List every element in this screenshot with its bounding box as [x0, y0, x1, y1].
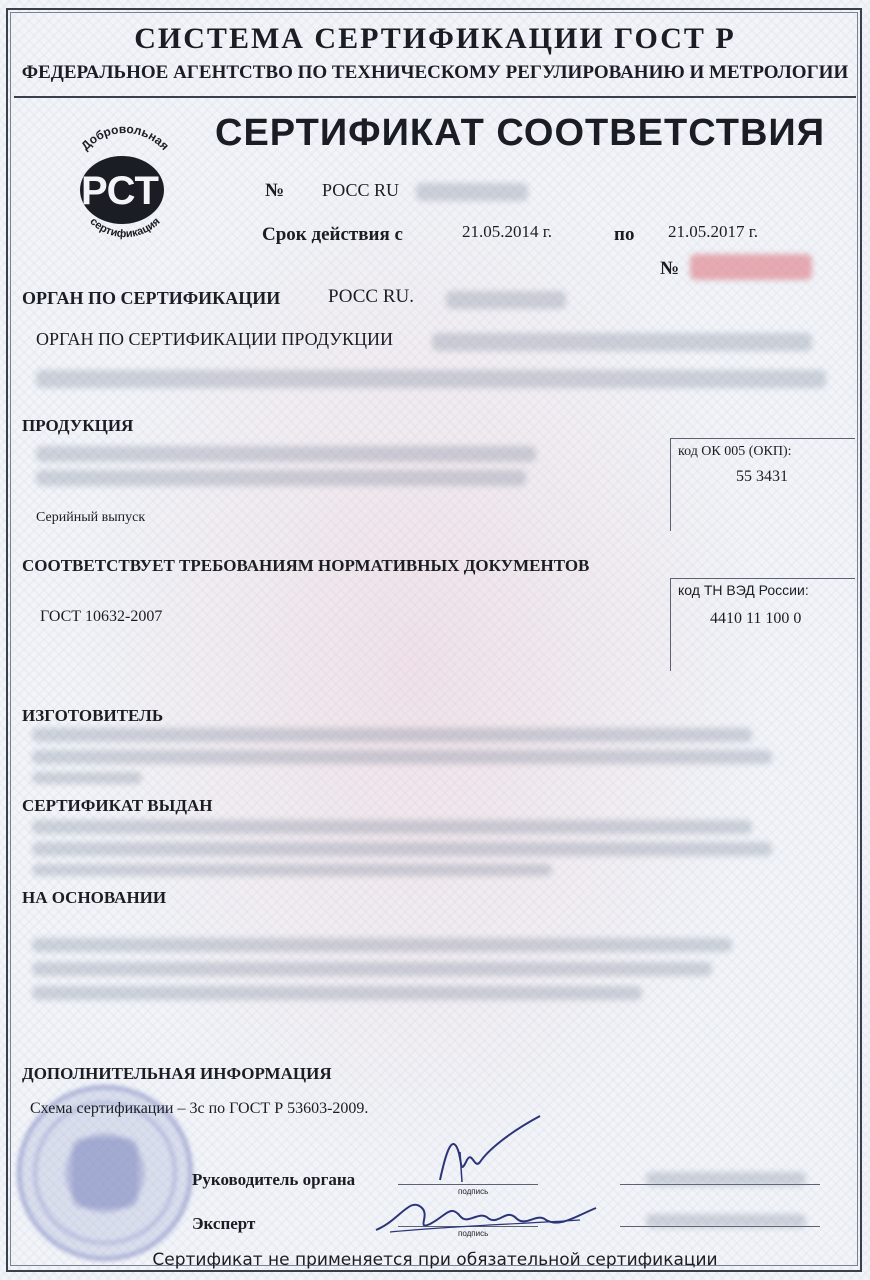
certificate-title: СЕРТИФИКАТ СООТВЕТСТВИЯ: [215, 112, 826, 154]
redacted-manufacturer-line-1: [32, 728, 752, 742]
redacted-product-body-address: [36, 370, 826, 388]
number-label: №: [265, 180, 285, 201]
redacted-cert-body-id: [446, 291, 566, 309]
okp-label: код ОК 005 (ОКП):: [678, 444, 792, 459]
okp-value: 55 3431: [736, 468, 788, 485]
standard-document: ГОСТ 10632-2007: [40, 608, 163, 625]
certification-scheme: Схема сертификации – 3с по ГОСТ Р 53603-2009.: [30, 1100, 369, 1117]
expert-label: Эксперт: [192, 1214, 256, 1233]
tnved-label: код ТН ВЭД России:: [678, 582, 809, 598]
logo-bottom-text: сертификация: [87, 215, 163, 241]
head-signature-caption: подпись: [458, 1187, 489, 1196]
redacted-head-name: [646, 1172, 806, 1186]
cert-body-value: РОСС RU.: [328, 286, 414, 307]
expert-signature-caption: подпись: [458, 1229, 489, 1238]
expert-signature: [370, 1190, 600, 1238]
valid-to-label: по: [614, 224, 635, 245]
redacted-number: [416, 183, 528, 201]
svg-text:Добровольная: [78, 122, 172, 153]
redacted-product-line-2: [36, 470, 526, 486]
redacted-basis-line-2: [32, 962, 712, 976]
rst-logo-icon: [60, 118, 190, 248]
head-signature: [400, 1112, 550, 1192]
redacted-expert-name: [646, 1214, 806, 1228]
logo-mark: РСТ: [80, 169, 160, 213]
redacted-basis-line-1: [32, 938, 732, 952]
redacted-serial-number: [690, 254, 812, 280]
redacted-issued-line-1: [32, 820, 752, 834]
redacted-manufacturer-line-3: [32, 772, 142, 784]
tnved-value: 4410 11 100 0: [710, 610, 802, 627]
additional-info-label: ДОПОЛНИТЕЛЬНАЯ ИНФОРМАЦИЯ: [22, 1064, 332, 1083]
logo-top-text: Добровольная: [78, 121, 172, 154]
manufacturer-label: ИЗГОТОВИТЕЛЬ: [22, 706, 164, 725]
redacted-manufacturer-line-2: [32, 750, 772, 764]
redacted-issued-line-3: [32, 864, 552, 876]
issued-to-label: СЕРТИФИКАТ ВЫДАН: [22, 796, 213, 815]
agency-name: ФЕДЕРАЛЬНОЕ АГЕНТСТВО ПО ТЕХНИЧЕСКОМУ РЕГУЛИРОВАНИЮ И МЕТРОЛОГИИ: [21, 62, 849, 83]
head-of-body-label: Руководитель органа: [192, 1170, 356, 1189]
conformity-label: СООТВЕТСТВУЕТ ТРЕБОВАНИЯМ НОРМАТИВНЫХ ДОКУМЕНТОВ: [22, 556, 590, 575]
header-divider: [14, 96, 856, 98]
redacted-product-line-1: [36, 446, 536, 462]
redacted-issued-line-2: [32, 842, 772, 856]
redacted-basis-line-3: [32, 986, 642, 1000]
product-label: ПРОДУКЦИЯ: [22, 416, 134, 435]
system-title: СИСТЕМА СЕРТИФИКАЦИИ ГОСТ Р: [134, 22, 736, 55]
cert-body-label: ОРГАН ПО СЕРТИФИКАЦИИ: [22, 288, 281, 308]
valid-from: 21.05.2014 г.: [462, 222, 553, 241]
basis-label: НА ОСНОВАНИИ: [22, 888, 167, 907]
validity-label: Срок действия с: [262, 224, 403, 245]
footer-note: Сертификат не применяется при обязательной сертификации: [152, 1250, 718, 1270]
redacted-product-body-name: [432, 333, 812, 351]
product-body-label: ОРГАН ПО СЕРТИФИКАЦИИ ПРОДУКЦИИ: [36, 329, 393, 349]
certificate-number-prefix: РОСС RU: [322, 180, 399, 200]
valid-to: 21.05.2017 г.: [668, 222, 759, 241]
serial-number-label: №: [660, 258, 680, 279]
serial-release: Серийный выпуск: [36, 510, 146, 525]
